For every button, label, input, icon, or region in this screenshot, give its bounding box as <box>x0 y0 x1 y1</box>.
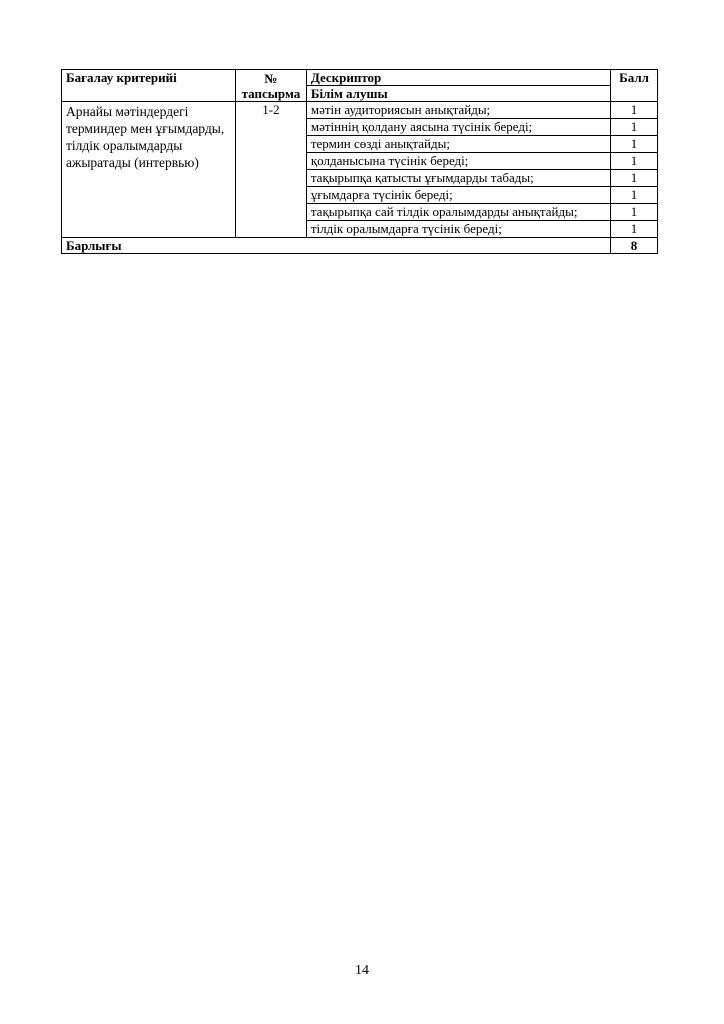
assessment-rubric-table <box>61 69 658 254</box>
header-task <box>236 70 307 102</box>
descriptor-score: 1 <box>611 153 658 170</box>
page-number: 14 <box>355 963 369 978</box>
descriptor-score: 1 <box>611 102 658 119</box>
header-descriptor-sub: Білім алушы <box>306 86 610 102</box>
header-criteria: Бағалау критерийі <box>62 70 236 102</box>
total-label: Барлығы <box>62 238 611 254</box>
criteria-cell: Арнайы мәтіндердегі терминдер мен ұғымдарды, тілдік оралымдарды ажыратады (интервью) <box>62 102 236 238</box>
header-task-label: тапсырма <box>241 86 301 101</box>
header-task-number-sign: № <box>264 71 278 86</box>
descriptor-text: ұғымдарға түсінік береді; <box>306 187 610 204</box>
descriptor-text: мәтін аудиториясын анықтайды; <box>306 102 610 119</box>
descriptor-score: 1 <box>611 221 658 238</box>
task-number-cell: 1-2 <box>236 102 307 238</box>
descriptor-text: тілдік оралымдарға түсінік береді; <box>306 221 610 238</box>
header-descriptor: Дескриптор <box>306 70 610 86</box>
total-row <box>62 238 658 254</box>
descriptor-text: термин сөзді анықтайды; <box>306 136 610 153</box>
header-row <box>62 70 658 86</box>
descriptor-text: тақырыпқа сай тілдік оралымдарды анықтайды; <box>306 204 610 221</box>
header-score: Балл <box>611 70 658 102</box>
descriptor-score: 1 <box>611 170 658 187</box>
descriptor-text: қолданысына түсінік береді; <box>306 153 610 170</box>
descriptor-text: тақырыпқа қатысты ұғымдарды табады; <box>306 170 610 187</box>
descriptor-score: 1 <box>611 187 658 204</box>
total-score: 8 <box>611 238 658 254</box>
descriptor-score: 1 <box>611 136 658 153</box>
descriptor-row <box>62 102 658 119</box>
descriptor-text: мәтіннің қолдану аясына түсінік береді; <box>306 119 610 136</box>
descriptor-score: 1 <box>611 204 658 221</box>
descriptor-score: 1 <box>611 119 658 136</box>
